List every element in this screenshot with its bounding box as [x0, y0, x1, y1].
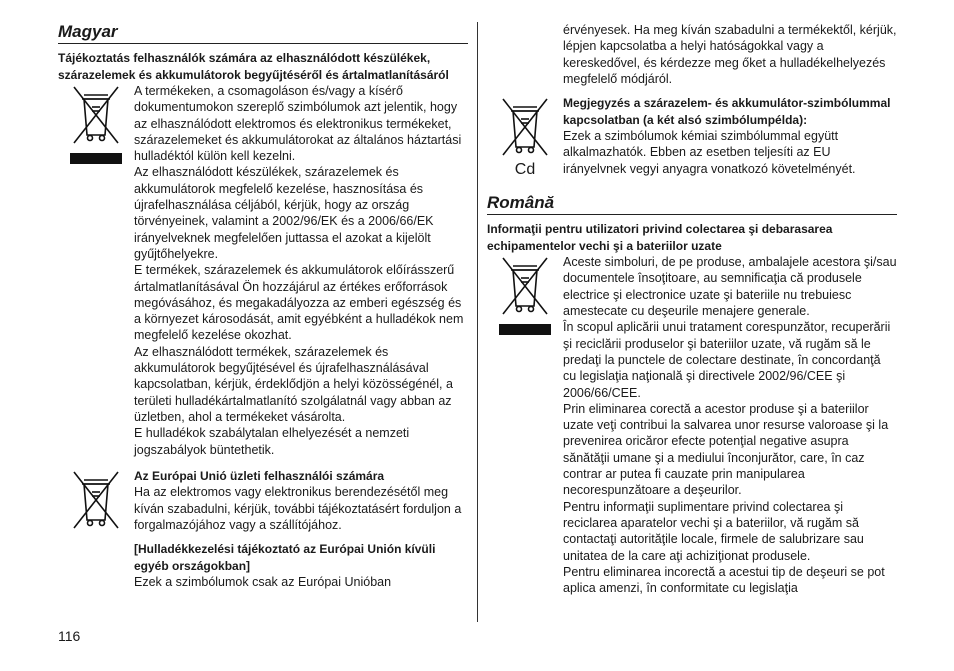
cd-chemical-symbol: Cd	[514, 161, 536, 179]
text-column	[563, 95, 897, 177]
subheading-battery-note: Megjegyzés a szárazelem- és akkumulátor-szimbólummal kapcsolatban (a két alsó szimbólumpélda):	[563, 96, 891, 127]
block-main-romana	[487, 254, 897, 596]
column-left	[58, 22, 468, 591]
paragraph: Prin eliminarea corectă a acestor produse şi a bateriilor uzate veţi contribui la salvarea unor resurse valoroase şi la prevenirea oricăror efecte potenţial negative asupra sănătăţii umane şi a mediului înconjurător, care, în caz contrar ar putea fi cauzate prin manipularea necorespunzătoare a deşeurilor.	[563, 401, 889, 498]
paragraph: Ha az elektromos vagy elektronikus berendezésétől meg kíván szabadulni, kérjük, további tájékoztatásért forduljon a forgalmazójához vagy a szállítójához.	[134, 485, 462, 532]
paragraph: Aceste simboluri, de pe produse, ambalajele acestora şi/sau documentele însoţitoare, au semnificaţia că produsele electrice şi electronice uzate şi bateriile nu trebuiesc amestecate cu deşeurile menajere generale.	[563, 255, 897, 319]
crossed-out-wheelie-bin-icon	[497, 254, 553, 318]
subheading-business-users: Az Európai Unió üzleti felhasználói számára	[134, 468, 385, 483]
section-title-magyar: Magyar	[58, 22, 468, 44]
heading-magyar: Tájékoztatás felhasználók számára az elhasználódott készülékek, szárazelemek és akkumulátorok begyűjtéséről és ártalmatlanításáról	[58, 51, 449, 82]
black-bar-mark	[499, 324, 551, 335]
block-continuation	[487, 22, 897, 87]
icon-column	[58, 468, 134, 532]
icon-column	[487, 95, 563, 179]
paragraph: Ezek a szimbólumok csak az Európai Unióban	[134, 575, 392, 590]
paragraph: A termékeken, a csomagoláson és/vagy a kísérő dokumentumokon szereplő szimbólumok azt jelentik, hogy az elhasználódott elektromos és elektronikus termékeket, szárazelemeket és akkumulátorokat az általános háztartási hulladéktól külön kell kezelni.	[134, 84, 462, 164]
text-column	[134, 83, 468, 458]
paragraph: érvényesek. Ha meg kíván szabadulni a termékektől, kérjük, lépjen kapcsolatba a helyi hatóságokkal vagy a kereskedővel, és kérdezze meg őket a hulladékelhelyezés megfelelő módjáról.	[563, 23, 897, 86]
page-number: 116	[58, 628, 81, 644]
heading-romana: Informaţii pentru utilizatori privind colectarea şi debarasarea echipamentelor vechi şi a bateriilor uzate	[487, 222, 833, 253]
paragraph: Az elhasználódott termékek, szárazelemek és akkumulátorok begyűjtésével és újrafelhasználásával kapcsolatban, kérjük, érdeklődjön a helyi közösségénél, a területi hulladékártalmatlanító szolgálatnál vagy abban az üzletben, ahol a termékeket vásárolta.	[134, 344, 453, 424]
column-right	[487, 22, 897, 596]
block-battery-note	[487, 95, 897, 179]
text-column	[563, 254, 897, 596]
crossed-out-wheelie-bin-icon	[68, 83, 124, 147]
column-divider	[477, 22, 478, 622]
paragraph: E termékek, szárazelemek és akkumulátorok előírásszerű ártalmatlanításával Ön hozzájárul az értékes erőforrások megóvásához, és megakadályozza az emberi egészség és a környezet károsodását, amit egyébként a hulladékok nem megfelelő kezelése okozhat.	[134, 263, 464, 343]
block-main-magyar	[58, 83, 468, 458]
paragraph: Ezek a szimbólumok kémiai szimbólummal együtt alkalmazhatók. Ebben az esetben teljesíti az EU irányelvnek vegyi anyagra vonatkozó követelményét.	[563, 129, 856, 176]
section-title-romana: Română	[487, 193, 897, 215]
icon-column	[487, 254, 563, 335]
paragraph: În scopul aplicării unui tratament corespunzător, recuperării şi reciclării produselor şi bateriilor uzate, vă rugăm să le predaţi la punctele de colectare destinate, în concordanţă cu legislaţia naţională şi directivele 2002/96/CEE şi 2006/66/CEE.	[563, 320, 891, 400]
paragraph: Pentru eliminarea incorectă a acestui tip de deşeuri se pot aplica amenzi, în conformitate cu legislaţia	[563, 564, 885, 596]
text-column	[134, 468, 468, 591]
crossed-out-wheelie-bin-icon	[68, 468, 124, 532]
paragraph: Pentru informaţii suplimentare privind colectarea şi reciclarea aparatelor vechi şi a bateriilor, vă rugăm să contactaţi autorităţile locale, firmele de salubrizare sau unitatea de la care aţi achiziţionat produsele.	[563, 499, 864, 563]
paragraph: E hulladékok szabálytalan elhelyezését a nemzeti jogszabályok büntethetik.	[134, 426, 410, 457]
icon-column	[58, 83, 134, 164]
subheading-outside-eu: [Hulladékkezelési tájékoztató az Európai Unión kívüli egyéb országokban]	[134, 542, 436, 573]
block-business-eu	[58, 468, 468, 591]
black-bar-mark	[70, 153, 122, 164]
paragraph: Az elhasználódott készülékek, szárazelemek és akkumulátorok megfelelő kezelése, hasznosítása és újrafelhasználása céljából, kérjük, hogy az ország törvényeinek, valamint a 2002/96/EK és a 2006/66/EK irányelveknek megfelelően juttassa el azokat a kijelölt gyűjtőhelyekre.	[134, 165, 434, 261]
crossed-out-wheelie-bin-icon	[497, 95, 553, 159]
